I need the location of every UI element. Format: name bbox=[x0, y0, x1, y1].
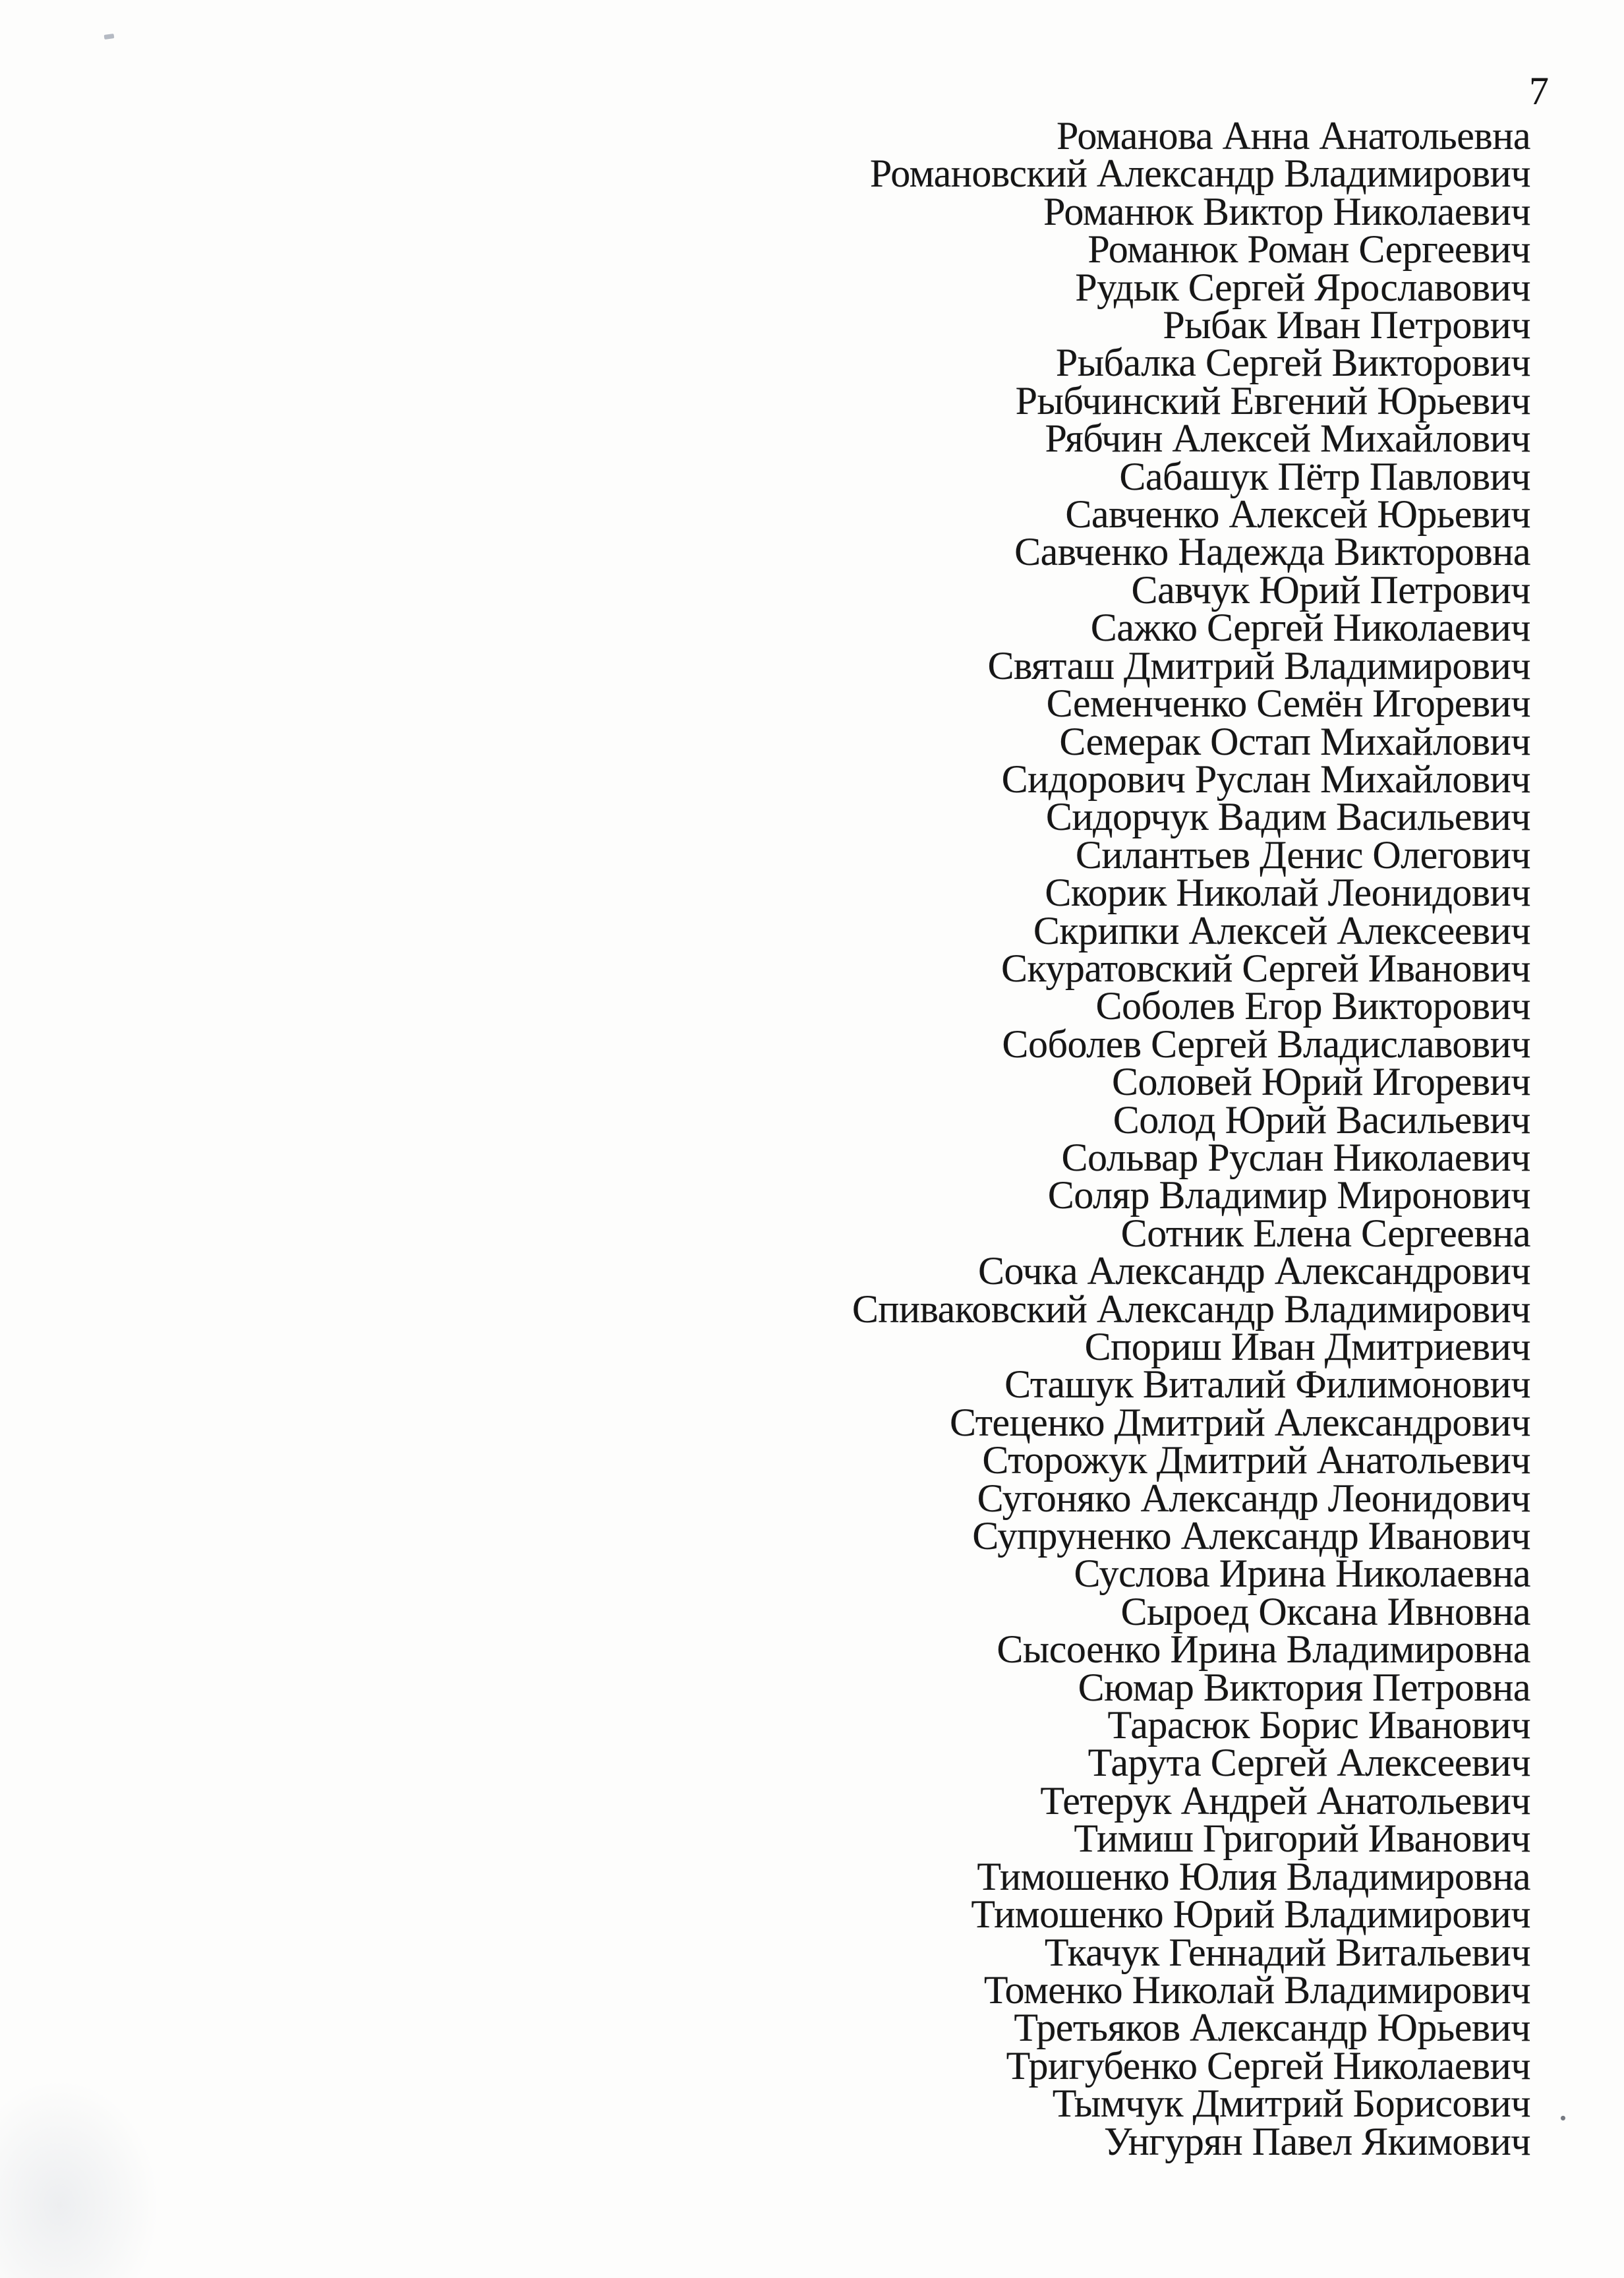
name-line: Рудык Сергей Ярославович bbox=[1075, 265, 1530, 309]
name-line: Тригубенко Сергей Николаевич bbox=[1006, 2043, 1530, 2088]
name-line: Соловей Юрий Игоревич bbox=[1112, 1060, 1530, 1104]
name-line: Тимошенко Юлия Владимировна bbox=[977, 1854, 1530, 1898]
name-line: Тымчук Дмитрий Борисович bbox=[1052, 2082, 1530, 2126]
name-line: Тимиш Григорий Иванович bbox=[1074, 1817, 1530, 1861]
name-line: Томенко Николай Владимирович bbox=[983, 1968, 1530, 2012]
name-line: Сидорович Руслан Михайлович bbox=[1001, 757, 1530, 801]
name-line: Тарасюк Борис Иванович bbox=[1107, 1703, 1530, 1747]
name-line: Соляр Владимир Миронович bbox=[1047, 1173, 1530, 1217]
name-line: Сидорчук Вадим Васильевич bbox=[1045, 795, 1530, 839]
name-line: Савчук Юрий Петрович bbox=[1131, 568, 1530, 612]
name-line: Тетерук Андрей Анатольевич bbox=[1040, 1778, 1530, 1823]
name-line: Романюк Виктор Николаевич bbox=[1043, 189, 1530, 233]
name-line: Скорик Николай Леонидович bbox=[1045, 871, 1530, 915]
name-line: Скуратовский Сергей Иванович bbox=[1001, 946, 1530, 990]
scan-stray-dot: . bbox=[1558, 2085, 1568, 2128]
name-line: Рыбчинский Евгений Юрьевич bbox=[1015, 378, 1530, 423]
name-line: Тимошенко Юрий Владимирович bbox=[971, 1892, 1530, 1937]
name-line: Романюк Роман Сергеевич bbox=[1088, 227, 1530, 272]
name-line: Супруненко Александр Иванович bbox=[972, 1514, 1530, 1558]
name-line: Спиваковский Александр Владимирович bbox=[852, 1287, 1530, 1331]
name-line: Солод Юрий Васильевич bbox=[1113, 1097, 1530, 1142]
name-line: Сажко Сергей Николаевич bbox=[1090, 606, 1530, 650]
name-list bbox=[852, 114, 1530, 2163]
page-number: 7 bbox=[1529, 69, 1549, 113]
name-line: Соболев Сергей Владиславович bbox=[1002, 1022, 1530, 1066]
name-line: Сочка Александр Александрович bbox=[977, 1249, 1530, 1293]
name-line: Сольвар Руслан Николаевич bbox=[1061, 1135, 1530, 1179]
name-line: Сысоенко Ирина Владимировна bbox=[997, 1627, 1530, 1672]
name-line: Сабашук Пётр Павлович bbox=[1119, 454, 1530, 498]
name-line: Скрипки Алексей Алексеевич bbox=[1033, 908, 1530, 952]
name-line: Соболев Егор Викторович bbox=[1095, 984, 1530, 1028]
name-line: Силантьев Денис Олегович bbox=[1075, 832, 1530, 877]
name-line: Третьяков Александр Юрьевич bbox=[1014, 2006, 1530, 2050]
name-line: Романовский Александр Владимирович bbox=[869, 152, 1530, 196]
name-line: Семенченко Семён Игоревич bbox=[1046, 682, 1530, 726]
scan-speck bbox=[104, 34, 115, 40]
name-line: Ткачук Геннадий Витальевич bbox=[1044, 1930, 1530, 1974]
name-line: Сотник Елена Сергеевна bbox=[1120, 1211, 1530, 1255]
name-line: Сторожук Дмитрий Анатольевич bbox=[982, 1438, 1530, 1482]
name-line: Спориш Иван Дмитриевич bbox=[1084, 1325, 1530, 1368]
name-line: Тарута Сергей Алексеевич bbox=[1088, 1741, 1530, 1785]
name-line: Савченко Алексей Юрьевич bbox=[1065, 492, 1530, 537]
name-line: Сугоняко Александр Леонидович bbox=[977, 1476, 1530, 1520]
name-line: Рыбалка Сергей Викторович bbox=[1055, 341, 1530, 385]
name-line: Стеценко Дмитрий Александрович bbox=[949, 1400, 1530, 1444]
name-line: Сюмар Виктория Петровна bbox=[1078, 1665, 1530, 1709]
name-line: Сташук Виталий Филимонович bbox=[1004, 1362, 1530, 1407]
name-line: Савченко Надежда Викторовна bbox=[1014, 530, 1530, 574]
name-line: Рыбак Иван Петрович bbox=[1163, 303, 1530, 347]
name-line: Рябчин Алексей Михайлович bbox=[1045, 417, 1530, 461]
name-line: Унгурян Павел Якимович bbox=[1103, 2119, 1530, 2163]
name-line: Сыроед Оксана Ивновна bbox=[1120, 1589, 1530, 1633]
name-line: Суслова Ирина Николаевна bbox=[1074, 1552, 1530, 1596]
name-line: Романова Анна Анатольевна bbox=[1056, 114, 1530, 158]
name-line: Святаш Дмитрий Владимирович bbox=[987, 643, 1530, 687]
scan-smudge bbox=[0, 2080, 158, 2278]
name-line: Семерак Остап Михайлович bbox=[1059, 719, 1530, 763]
